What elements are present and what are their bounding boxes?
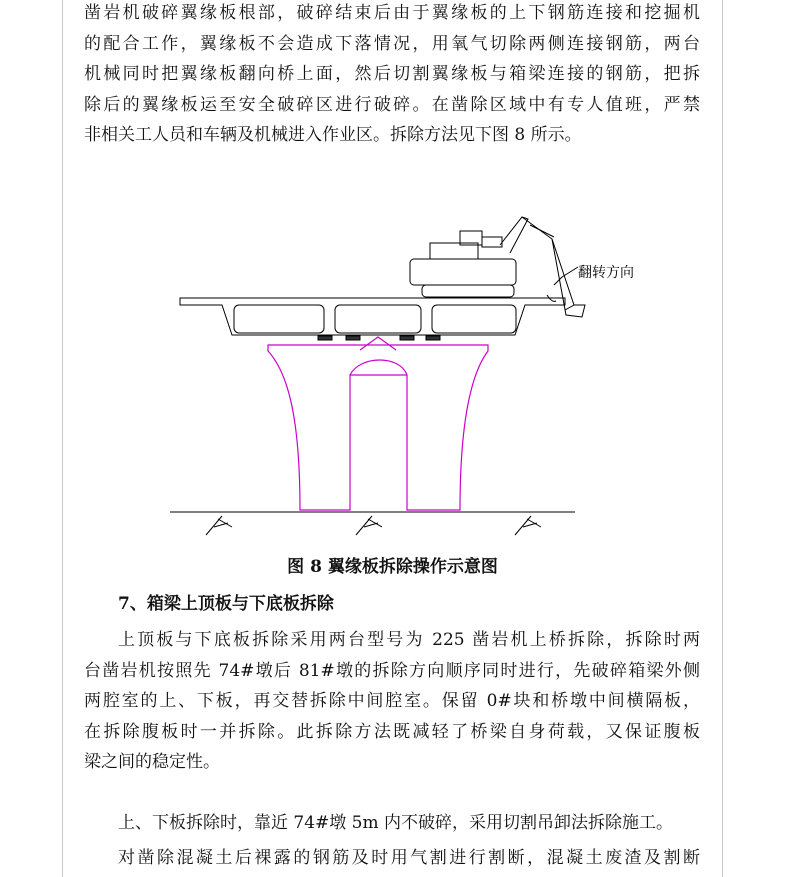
paragraph-1-line: 的配合工作，翼缘板不会造成下落情况，用氧气切除两侧连接钢筋，两台 xyxy=(84,33,700,54)
section-paragraph-1 xyxy=(84,625,700,778)
section-paragraph-line: 梁之间的稳定性。 xyxy=(84,752,220,772)
ground-hatch xyxy=(206,516,541,535)
section-paragraph-line: 上、下板拆除时，靠近 74#墩 5m 内不破碎，采用切割吊卸法拆除施工。 xyxy=(118,813,674,833)
paragraph-1-line: 凿岩机破碎翼缘板根部，破碎结束后由于翼缘板的上下钢筋连接和挖掘机 xyxy=(84,3,700,23)
section-paragraph-line: 两腔室的上、下板，再交替拆除中间腔室。保留 0#块和桥墩中间横隔板， xyxy=(84,691,700,711)
rotation-direction-label: 翻转方向 xyxy=(578,265,634,281)
bridge-pier xyxy=(268,337,488,510)
page-margin-right xyxy=(722,0,723,877)
paragraph-1-line: 除后的翼缘板运至安全破碎区进行破碎。在凿除区域中有专人值班，严禁 xyxy=(84,94,700,115)
page-margin-left xyxy=(62,0,63,877)
section-paragraph-3 xyxy=(84,843,700,874)
box-cell-left xyxy=(234,305,324,333)
section-paragraph-line: 对凿除混凝土后裸露的钢筋及时用气割进行割断，混凝土废渣及割断 xyxy=(118,848,700,868)
section-paragraph-line: 上顶板与下底板拆除采用两台型号为 225 凿岩机上桥拆除，拆除时两 xyxy=(118,630,700,650)
section-heading: 7、箱梁上顶板与下底板拆除 xyxy=(118,594,334,614)
paragraph-1-line: 非相关工人员和车辆及机械进入作业区。拆除方法见下图 8 所示。 xyxy=(84,125,582,145)
bearing xyxy=(400,336,414,340)
box-cell-middle xyxy=(335,305,421,333)
box-cell-right xyxy=(432,305,516,333)
bridge-demolition-diagram xyxy=(170,205,634,545)
bearing xyxy=(346,336,360,340)
section-paragraph-line: 在拆除腹板时一并拆除。此拆除方法既减轻了桥梁自身荷载，又保证腹板 xyxy=(84,721,700,742)
section-paragraph-line: 台凿岩机按照先 74#墩后 81#墩的拆除方向顺序同时进行，先破碎箱梁外侧 xyxy=(84,660,700,681)
bearing xyxy=(318,336,332,340)
paragraph-1 xyxy=(84,0,700,151)
paragraph-1-line: 机械同时把翼缘板翻向桥上面，然后切割翼缘板与箱梁连接的钢筋，把拆 xyxy=(84,64,700,84)
bearing xyxy=(426,336,440,340)
excavator xyxy=(410,217,585,317)
box-girder-deck xyxy=(180,298,565,335)
figure-caption: 图 8 翼缘板拆除操作示意图 xyxy=(287,557,498,577)
section-paragraph-2 xyxy=(84,808,700,839)
